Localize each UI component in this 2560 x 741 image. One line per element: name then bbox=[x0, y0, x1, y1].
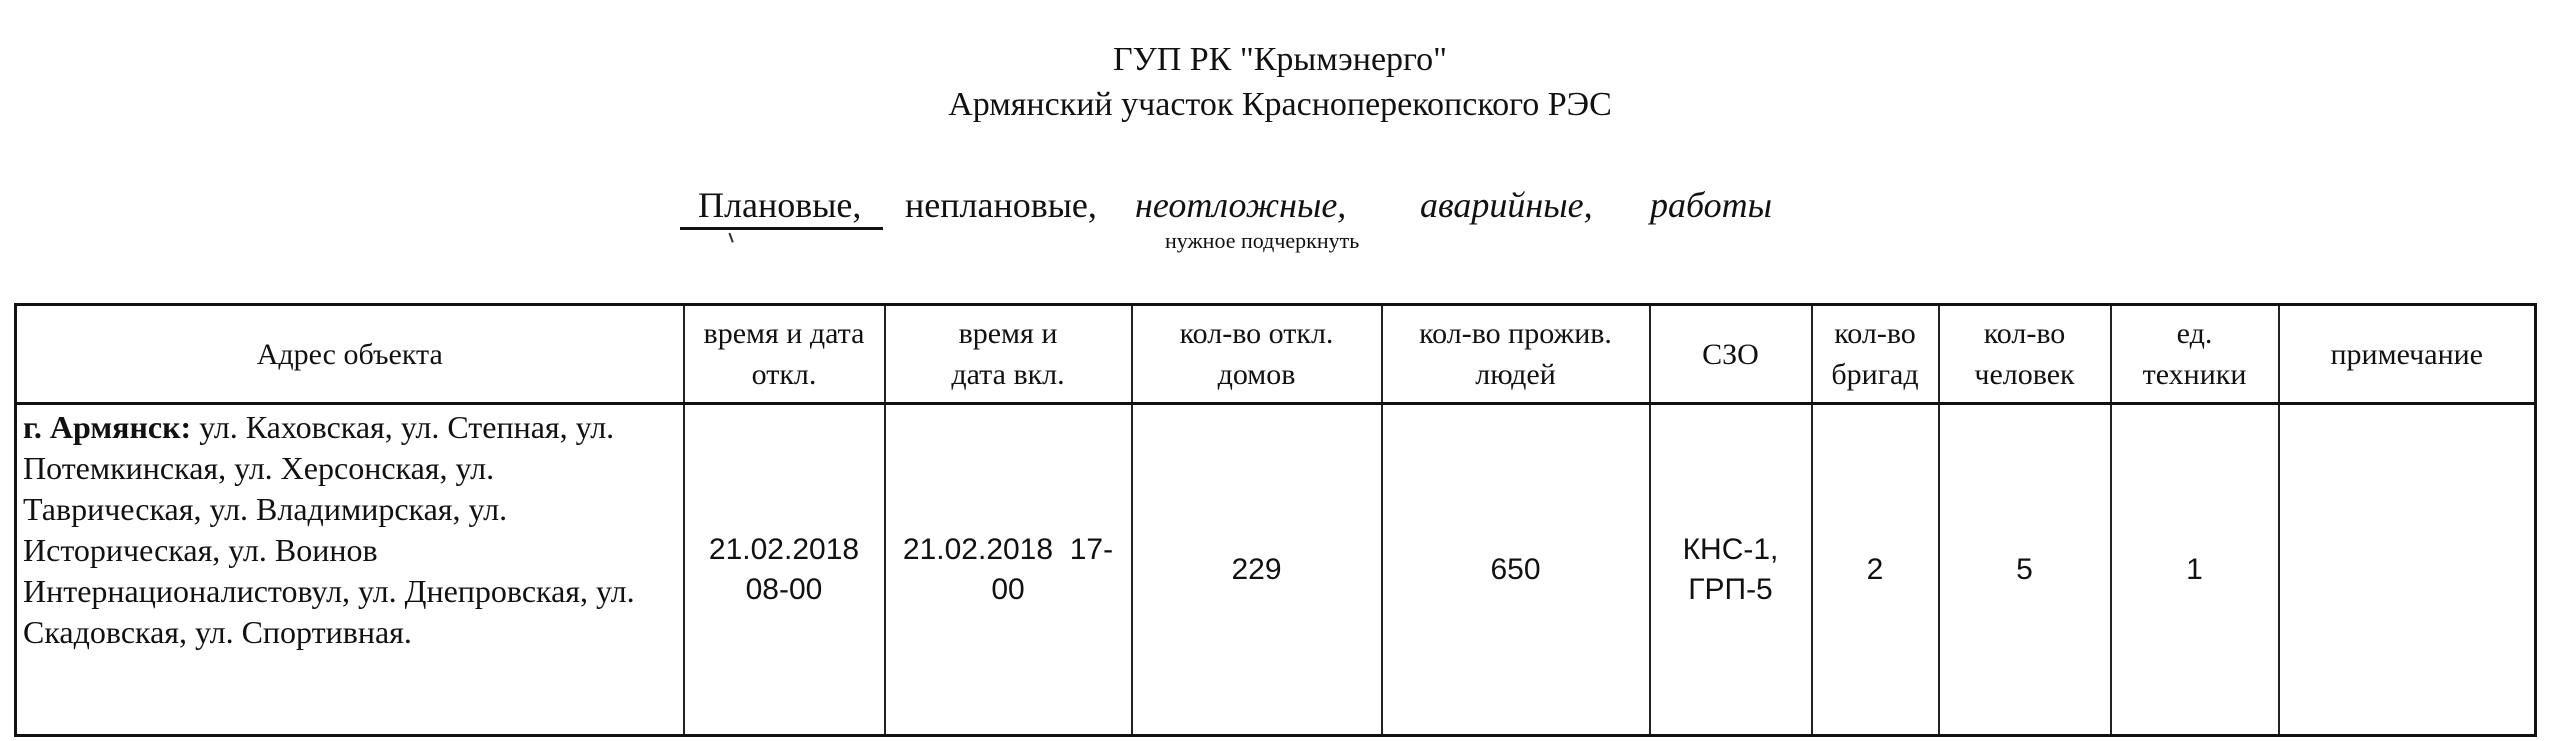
header-houses bbox=[1132, 305, 1382, 404]
header-equipment-line2: техники bbox=[2142, 358, 2247, 391]
header-brigades-line2: бригад bbox=[1831, 358, 1919, 391]
header-brigades bbox=[1812, 305, 1939, 404]
brigades-count: 2 bbox=[1866, 552, 1884, 586]
cell-off-time bbox=[684, 404, 885, 736]
header-persons bbox=[1939, 305, 2111, 404]
table-row bbox=[16, 404, 2536, 736]
header-note bbox=[2279, 305, 2536, 404]
street-list: ул. Каховская, ул. Степная, ул. Потемкинская, ул. Херсонская, ул. Таврическая, ул. Владимирская, ул. Историческая, ул. Воинов Интернационалистовул, ул. Днепровская, ул. Скадовская, ул. Спортивная. bbox=[23, 409, 635, 650]
cell-note bbox=[2279, 404, 2536, 736]
header-houses-line1: кол-во откл. bbox=[1179, 317, 1334, 350]
header-houses-line2: домов bbox=[1217, 358, 1296, 391]
on-date: 21.02.2018 17- bbox=[902, 532, 1114, 566]
city-name: г. Армянск: bbox=[23, 409, 192, 445]
equipment-count: 1 bbox=[2186, 552, 2203, 586]
header-on-time bbox=[885, 305, 1132, 404]
cell-houses bbox=[1132, 404, 1382, 736]
cell-persons bbox=[1939, 404, 2111, 736]
header-equipment-line1: ед. bbox=[2176, 317, 2213, 350]
cell-szo bbox=[1650, 404, 1812, 736]
szo-line1: КНС-1, bbox=[1682, 532, 1779, 566]
header-persons-line1: кол-во bbox=[1983, 317, 2066, 350]
header-off-time-line2: откл. bbox=[751, 358, 817, 391]
underline-hint: нужное подчеркнуть bbox=[1165, 228, 1360, 253]
off-time: 08-00 bbox=[745, 572, 823, 606]
work-type-emergency: аварийные, bbox=[1420, 185, 1593, 225]
header-note-label: примечание bbox=[2330, 337, 2483, 371]
pen-mark bbox=[728, 231, 737, 242]
header-on-time-line2: дата вкл. bbox=[951, 358, 1065, 391]
header-on-time-line1: время и bbox=[958, 317, 1058, 350]
cell-on-time bbox=[885, 404, 1132, 736]
people-count: 650 bbox=[1490, 552, 1541, 586]
outage-table bbox=[14, 303, 2537, 737]
header-address bbox=[16, 305, 684, 404]
header-people-line2: людей bbox=[1475, 358, 1556, 391]
header-szo-label: СЗО bbox=[1702, 337, 1759, 371]
header-persons-line2: человек bbox=[1974, 358, 2075, 391]
planned-underline bbox=[680, 227, 883, 230]
houses-count: 229 bbox=[1231, 552, 1282, 586]
header-szo bbox=[1650, 305, 1812, 404]
header-equipment bbox=[2111, 305, 2279, 404]
work-type-urgent: неотложные, bbox=[1135, 185, 1347, 225]
header-off-time-line1: время и дата bbox=[703, 317, 865, 350]
header-people bbox=[1382, 305, 1650, 404]
cell-brigades bbox=[1812, 404, 1939, 736]
organization-name: ГУП РК "Крымэнерго" bbox=[1112, 41, 1448, 78]
table-header-row bbox=[16, 305, 2536, 404]
work-type-planned: Плановые, bbox=[698, 185, 862, 225]
szo-line2: ГРП-5 bbox=[1688, 572, 1773, 606]
cell-address bbox=[16, 404, 684, 736]
header-off-time bbox=[684, 305, 885, 404]
on-time: 00 bbox=[991, 572, 1025, 606]
subdivision-name: Армянский участок Красноперекопского РЭС bbox=[948, 86, 1612, 123]
work-type-works: работы bbox=[1650, 185, 1773, 225]
cell-people bbox=[1382, 404, 1650, 736]
persons-count: 5 bbox=[2016, 552, 2033, 586]
header-people-line1: кол-во прожив. bbox=[1419, 317, 1612, 350]
work-type-unplanned: неплановые, bbox=[905, 185, 1097, 225]
off-date: 21.02.2018 bbox=[708, 532, 860, 566]
header-brigades-line1: кол-во bbox=[1834, 317, 1916, 350]
header-address-label: Адрес объекта bbox=[256, 337, 443, 371]
cell-equipment bbox=[2111, 404, 2279, 736]
